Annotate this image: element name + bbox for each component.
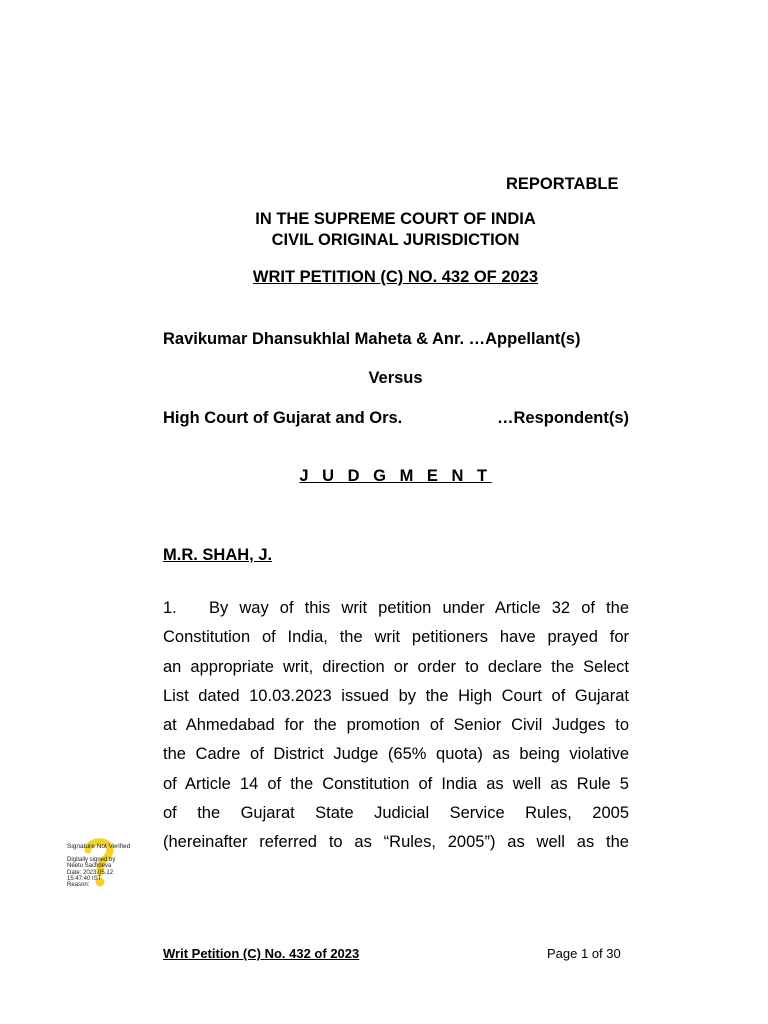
respondent-name: High Court of Gujarat and Ors. <box>163 409 403 427</box>
versus-label: Versus <box>368 369 423 387</box>
footer-petition: Writ Petition (C) No. 432 of 2023 <box>163 946 360 961</box>
paragraph-1 <box>163 594 629 858</box>
judge-name: M.R. SHAH, J. <box>163 546 273 564</box>
respondent-role: …Respondent(s) <box>497 409 629 427</box>
paragraph-line: the Cadre of District Judge (65% quota) as being violative <box>163 745 629 764</box>
signature-details: Digitally signed by Neetu Sachdeva Date: 2023.05.12 15:47:40 IST Reason: <box>67 857 116 889</box>
paragraph-line: Constitution of India, the writ petitioners have prayed for <box>163 628 629 647</box>
jurisdiction: CIVIL ORIGINAL JURISDICTION <box>271 231 520 249</box>
paragraph-number: 1. <box>163 599 177 617</box>
judgment-heading: J U D G M E N T <box>299 467 492 485</box>
paragraph-line: an appropriate writ, direction or order to declare the Select <box>163 657 629 676</box>
paragraph-line: (hereinafter referred to as “Rules, 2005”) as well as the <box>163 833 629 852</box>
court-name: IN THE SUPREME COURT OF INDIA <box>255 210 536 228</box>
paragraph-line: List dated 10.03.2023 issued by the High Court of Gujarat <box>163 686 629 705</box>
signature-status: Signature Not Verified <box>67 843 131 850</box>
paragraph-line: 1. By way of this writ petition under Article 32 of the <box>163 594 629 623</box>
reportable-label: REPORTABLE <box>506 175 619 193</box>
appellant-line: Ravikumar Dhansukhlal Maheta & Anr. …Appellant(s) <box>163 330 581 348</box>
paragraph-line: of the Gujarat State Judicial Service Rules, 2005 <box>163 804 629 823</box>
petition-number: WRIT PETITION (C) NO. 432 OF 2023 <box>252 268 539 286</box>
page-number: Page 1 of 30 <box>547 946 621 961</box>
paragraph-line: of Article 14 of the Constitution of India as well as Rule 5 <box>163 774 629 793</box>
paragraph-line: at Ahmedabad for the promotion of Senior Civil Judges to <box>163 716 629 735</box>
